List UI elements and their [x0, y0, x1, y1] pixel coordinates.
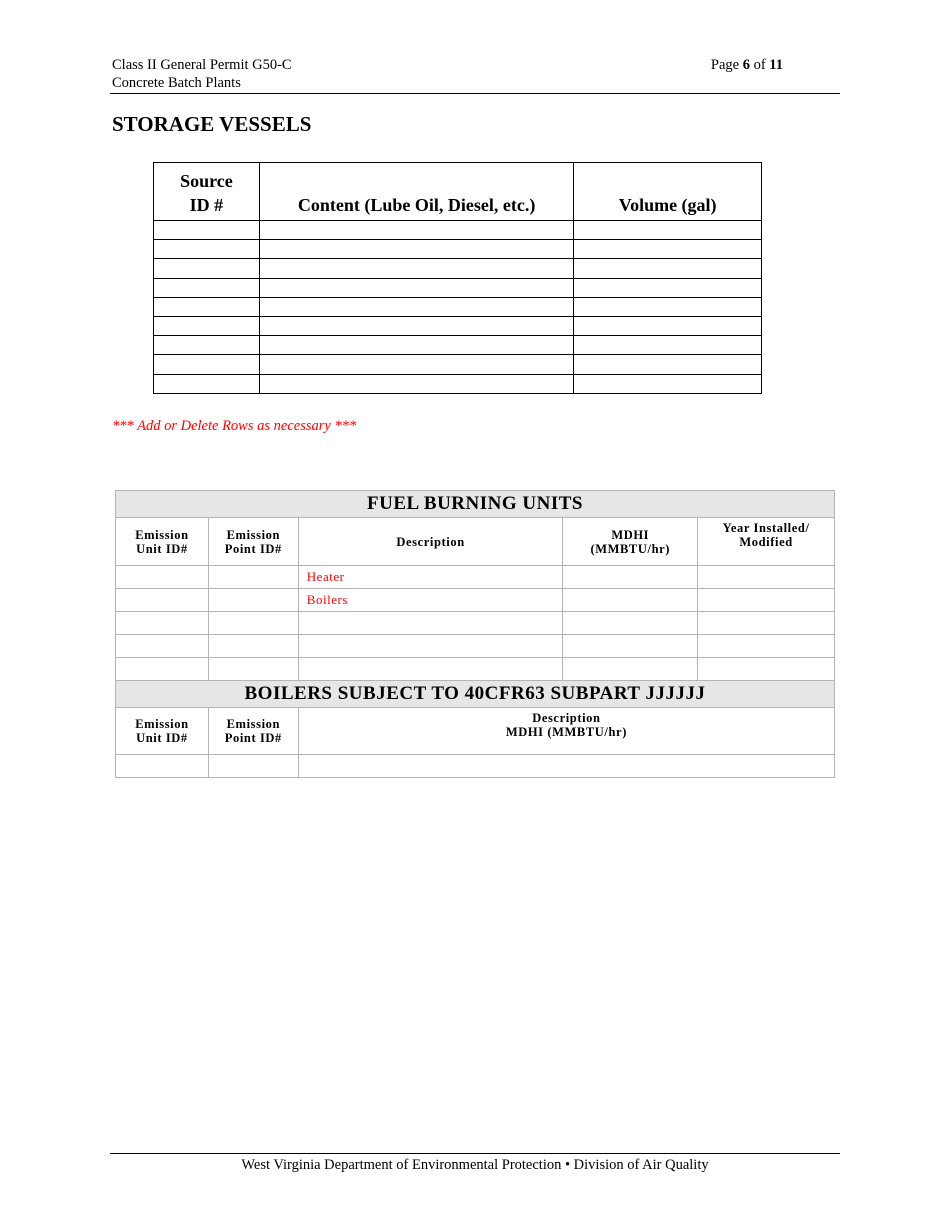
emission-unit-id-cell[interactable]	[116, 635, 209, 658]
table-row	[116, 635, 835, 658]
fuel-burning-units-title: FUEL BURNING UNITS	[116, 491, 835, 518]
header-divider	[110, 93, 840, 94]
boiler-emission-point-id-cell[interactable]	[208, 755, 298, 778]
description-cell[interactable]: Boilers	[298, 589, 563, 612]
description-header: Description	[298, 518, 563, 566]
boiler-emission-point-id-header	[208, 708, 298, 755]
year-installed-cell[interactable]	[698, 635, 835, 658]
content-cell[interactable]	[259, 355, 573, 374]
emission-unit-id-header-line2: Unit ID#	[136, 541, 188, 556]
volume-cell[interactable]	[574, 297, 762, 316]
content-cell[interactable]	[259, 297, 573, 316]
boiler-description-cell[interactable]	[298, 755, 834, 778]
boiler-emission-unit-id-cell[interactable]	[116, 755, 209, 778]
footer-divider	[110, 1153, 840, 1154]
table-row	[116, 612, 835, 635]
source-id-cell[interactable]	[154, 316, 260, 335]
table-row	[154, 259, 762, 278]
volume-header: Volume (gal)	[574, 163, 762, 221]
mdhi-cell[interactable]	[563, 589, 698, 612]
volume-cell[interactable]	[574, 278, 762, 297]
description-cell[interactable]	[298, 635, 563, 658]
content-cell[interactable]	[259, 336, 573, 355]
boiler-emission-unit-id-header-line2: Unit ID#	[136, 731, 188, 745]
volume-cell[interactable]	[574, 259, 762, 278]
fuel-banner-row	[116, 491, 835, 518]
year-installed-cell[interactable]	[698, 658, 835, 681]
source-id-cell[interactable]	[154, 336, 260, 355]
emission-unit-id-header-line1: Emission	[135, 527, 189, 542]
table-row	[154, 278, 762, 297]
page-indicator	[711, 57, 783, 75]
year-installed-cell[interactable]	[698, 589, 835, 612]
description-cell[interactable]	[298, 658, 563, 681]
emission-unit-id-cell[interactable]	[116, 566, 209, 589]
source-id-cell[interactable]	[154, 240, 260, 259]
table-row	[116, 755, 835, 778]
volume-cell[interactable]	[574, 221, 762, 240]
source-id-header-line2: ID #	[189, 195, 224, 215]
emission-unit-id-cell[interactable]	[116, 658, 209, 681]
header-left	[112, 57, 292, 92]
table-row	[154, 374, 762, 393]
boiler-emission-unit-id-header	[116, 708, 209, 755]
volume-cell[interactable]	[574, 355, 762, 374]
emission-point-id-header-line2: Point ID#	[224, 541, 282, 556]
emission-point-id-cell[interactable]	[208, 612, 298, 635]
emission-point-id-cell[interactable]	[208, 566, 298, 589]
content-header: Content (Lube Oil, Diesel, etc.)	[259, 163, 573, 221]
table-row	[116, 566, 835, 589]
page-number: 6	[742, 57, 750, 73]
source-id-header-line1: Source	[180, 171, 233, 191]
mdhi-cell[interactable]	[563, 566, 698, 589]
mdhi-header	[563, 518, 698, 566]
boiler-description-header-line2: MDHI (MMBTU/hr)	[505, 725, 627, 739]
storage-vessels-table	[153, 162, 762, 394]
source-id-cell[interactable]	[154, 297, 260, 316]
fuel-burning-units-table	[115, 490, 835, 778]
permit-subtitle: Concrete Batch Plants	[112, 74, 241, 91]
mdhi-cell[interactable]	[563, 612, 698, 635]
year-installed-header	[698, 518, 835, 566]
volume-cell[interactable]	[574, 336, 762, 355]
volume-cell[interactable]	[574, 240, 762, 259]
add-delete-rows-note: *** Add or Delete Rows as necessary ***	[112, 418, 357, 434]
table-row	[154, 316, 762, 335]
page-footer: West Virginia Department of Environmental Protection • Division of Air Quality	[241, 1157, 709, 1173]
source-id-header	[154, 163, 260, 221]
source-id-cell[interactable]	[154, 259, 260, 278]
fuel-header-row	[116, 518, 835, 566]
content-cell[interactable]	[259, 316, 573, 335]
boilers-header-row	[116, 708, 835, 755]
emission-point-id-cell[interactable]	[208, 589, 298, 612]
of-word: of	[753, 57, 766, 73]
content-cell[interactable]	[259, 374, 573, 393]
content-cell[interactable]	[259, 278, 573, 297]
boiler-description-header-line1: Description	[532, 711, 601, 725]
boiler-emission-point-id-header-line2: Point ID#	[224, 731, 282, 745]
table-row	[154, 240, 762, 259]
page-word: Page	[710, 57, 740, 73]
source-id-cell[interactable]	[154, 374, 260, 393]
emission-unit-id-cell[interactable]	[116, 589, 209, 612]
boilers-subpart-title: BOILERS SUBJECT TO 40CFR63 SUBPART JJJJJJ	[116, 681, 835, 708]
table-row	[154, 355, 762, 374]
storage-header-row	[154, 163, 762, 221]
boilers-banner-row	[116, 681, 835, 708]
table-row	[154, 297, 762, 316]
volume-cell[interactable]	[574, 374, 762, 393]
emission-unit-id-header	[116, 518, 209, 566]
emission-point-id-header-line1: Emission	[226, 527, 281, 542]
mdhi-header-line1: MDHI	[611, 527, 650, 542]
table-row	[154, 336, 762, 355]
emission-point-id-header	[208, 518, 298, 566]
description-cell[interactable]: Heater	[298, 566, 563, 589]
source-id-cell[interactable]	[154, 221, 260, 240]
emission-point-id-cell[interactable]	[208, 635, 298, 658]
permit-title: Class II General Permit G50-C	[112, 57, 292, 73]
content-cell[interactable]	[259, 240, 573, 259]
table-row	[116, 658, 835, 681]
table-row	[154, 221, 762, 240]
source-id-cell[interactable]	[154, 278, 260, 297]
year-installed-cell[interactable]	[698, 566, 835, 589]
content-cell[interactable]	[259, 259, 573, 278]
mdhi-cell[interactable]	[563, 658, 698, 681]
boiler-emission-point-id-header-line1: Emission	[226, 717, 281, 731]
year-installed-header-line2: Modified	[739, 535, 793, 549]
boiler-emission-unit-id-header-line1: Emission	[135, 717, 189, 731]
description-cell[interactable]	[298, 612, 563, 635]
emission-point-id-cell[interactable]	[208, 658, 298, 681]
source-id-cell[interactable]	[154, 355, 260, 374]
emission-unit-id-cell[interactable]	[116, 612, 209, 635]
year-installed-cell[interactable]	[698, 612, 835, 635]
year-installed-header-line1: Year Installed/	[722, 521, 810, 535]
boiler-description-header	[298, 708, 834, 755]
page-total: 11	[769, 57, 783, 73]
page-header	[112, 57, 840, 93]
mdhi-cell[interactable]	[563, 635, 698, 658]
storage-vessels-title: STORAGE VESSELS	[112, 112, 312, 136]
content-cell[interactable]	[259, 221, 573, 240]
mdhi-header-line2: (MMBTU/hr)	[590, 541, 671, 556]
volume-cell[interactable]	[574, 316, 762, 335]
table-row	[116, 589, 835, 612]
